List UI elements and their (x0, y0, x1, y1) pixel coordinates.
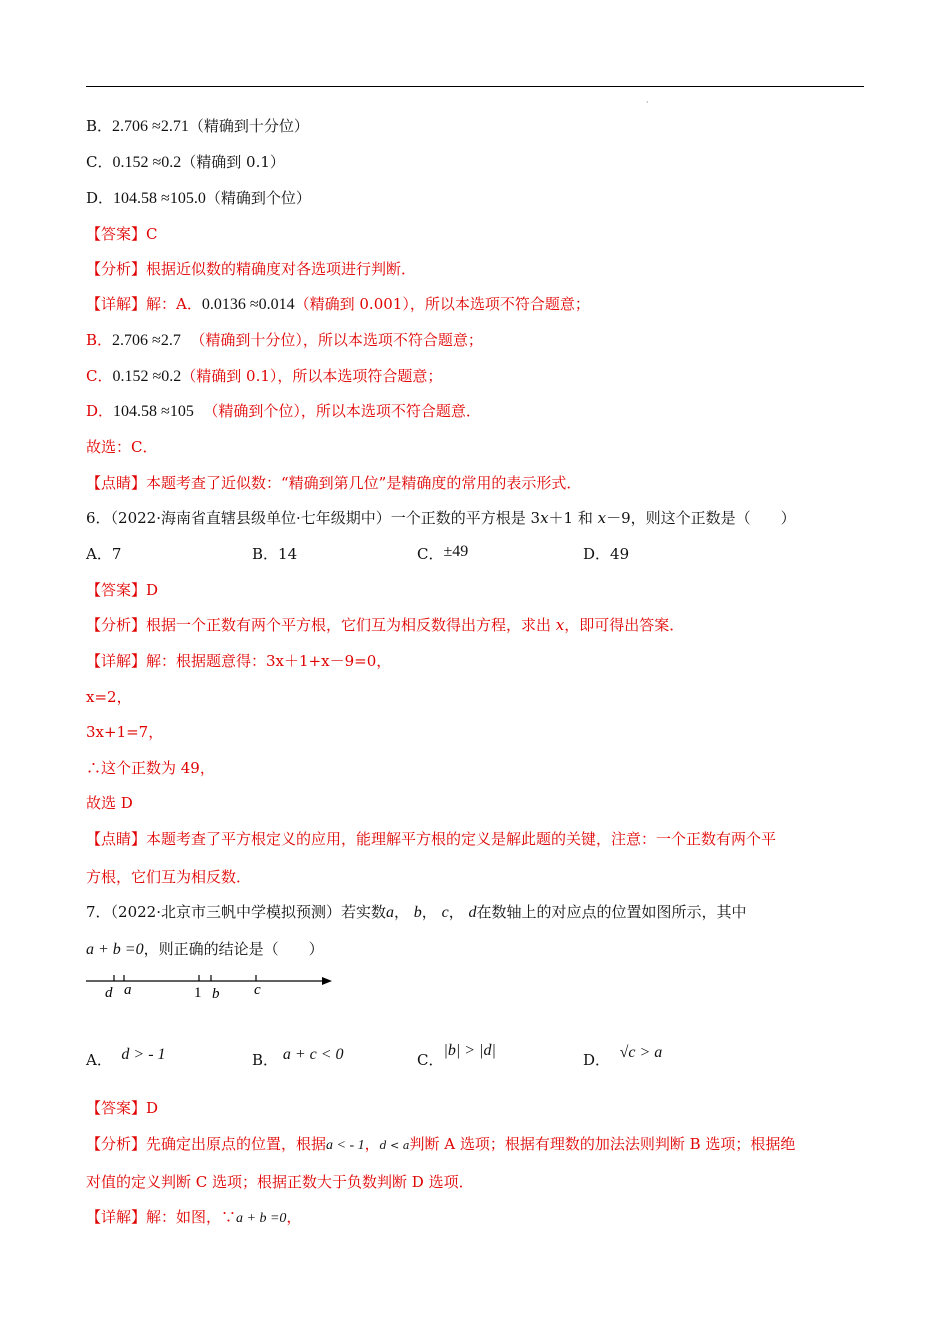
label-1: 1 (194, 985, 202, 1001)
q7-analysis: 【分析】先确定出原点的位置，根据a < - 1，d < a判断 A 选项；根据有理数的加法法则判断 B 选项；根据绝 (86, 1135, 796, 1153)
q7-stem-2: a + b =0，则正确的结论是（ ） (86, 940, 324, 958)
q6-option-a: A．7 (86, 545, 122, 563)
q6-detail: 【详解】解：根据题意得：3x＋1+x－9=0， (86, 652, 392, 670)
q7-answer: 【答案】D (86, 1099, 159, 1117)
label-c: c (254, 982, 261, 998)
q5-detail-d: D．104.58 ≈105 （精确到个位），所以本选项不符合题意． (86, 402, 481, 420)
header-rule (86, 86, 864, 87)
number-line (86, 970, 336, 1004)
q7-analysis-2: 对值的定义判断 C 选项；根据正数大于负数判断 D 选项． (86, 1173, 474, 1191)
q5-detail: 【详解】解：A．0.0136 ≈0.014（精确到 0.001），所以本选项不符合题意； (86, 295, 590, 313)
q6-step-1: x=2， (86, 688, 132, 706)
option-d-line: D．104.58 ≈105.0（精确到个位） (86, 189, 311, 207)
q5-answer: 【答案】C (86, 225, 158, 243)
q6-step-2: 3x+1=7， (86, 723, 164, 741)
header-dot: · (646, 98, 649, 107)
q6-step-3: ∴这个正数为 49， (86, 759, 215, 777)
q6-stem: 6．（2022·海南省直辖县级单位·七年级期中）一个正数的平方根是 3x＋1 和 x－9，则这个正数是（ ） (86, 509, 796, 527)
q5-detail-c: C．0.152 ≈0.2（精确到 0.1），所以本选项符合题意； (86, 367, 443, 385)
q7-option-a: A． d > - 1 (86, 1046, 166, 1069)
number-line-arrow (322, 977, 332, 985)
q6-option-c: C．±49 (417, 543, 469, 563)
q7-stem: 7．（2022·北京市三帆中学模拟预测）若实数a， b， c， d在数轴上的对应点的位置如图所示，其中 (86, 903, 747, 921)
label-b: b (212, 986, 220, 1002)
q5-comment: 【点睛】本题考查了近似数：“精确到第几位”是精确度的常用的表示形式． (86, 474, 582, 492)
q6-option-b: B．14 (252, 545, 298, 563)
q7-option-c: C．|b| > |d| (417, 1042, 496, 1069)
label-a: a (124, 982, 132, 998)
q5-detail-b: B．2.706 ≈2.7 （精确到十分位），所以本选项不符合题意； (86, 331, 483, 349)
q6-option-d: D．49 (583, 545, 630, 563)
q7-option-b: B． a + c < 0 (252, 1046, 344, 1069)
q6-answer: 【答案】D (86, 581, 159, 599)
q5-analysis: 【分析】根据近似数的精确度对各选项进行判断． (86, 260, 417, 278)
option-b-line: B．2.706 ≈2.71（精确到十分位） (86, 117, 309, 135)
q6-choice: 故选 D (86, 794, 133, 812)
option-c-line: C．0.152 ≈0.2（精确到 0.1） (86, 153, 285, 171)
q6-comment-1: 【点睛】本题考查了平方根定义的应用，能理解平方根的定义是解此题的关键，注意：一个正数有两个平 (86, 830, 777, 848)
q6-comment-2: 方根，它们互为相反数． (86, 868, 252, 886)
q5-choice: 故选：C． (86, 438, 158, 456)
q7-option-d: D． √c > a (583, 1044, 663, 1069)
q6-analysis: 【分析】根据一个正数有两个平方根，它们互为相反数得出方程，求出 x，即可得出答案． (86, 616, 685, 634)
q7-detail: 【详解】解：如图，∵a + b =0， (86, 1208, 302, 1226)
label-d: d (105, 985, 113, 1001)
